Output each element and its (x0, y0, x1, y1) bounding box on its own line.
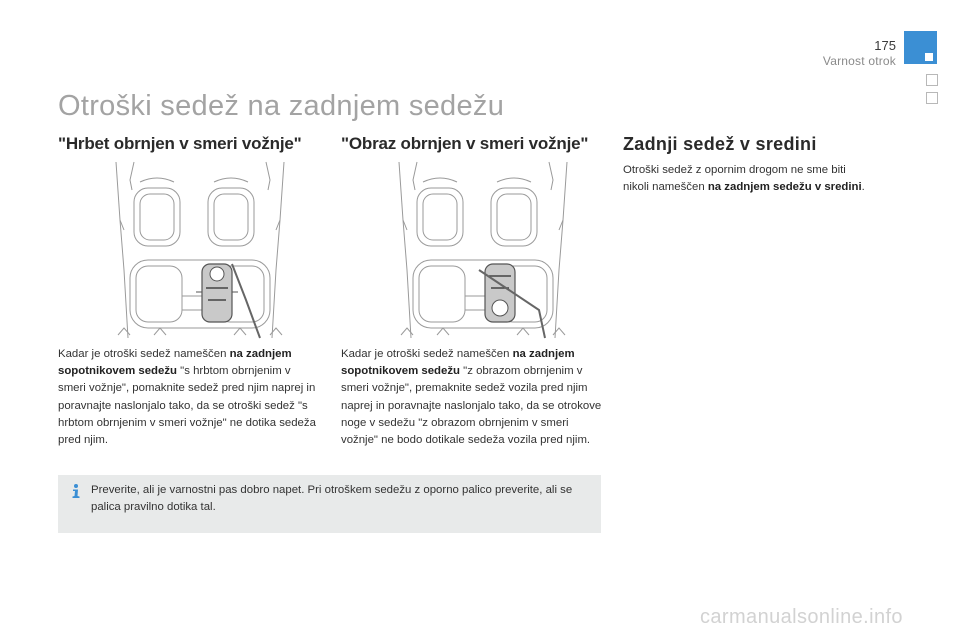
heading-rear-centre: Zadnji sedež v sredini (623, 134, 817, 154)
heading-forward-facing: "Obraz obrnjen v smeri vožnje" (341, 134, 589, 153)
forward-facing-seat-diagram (393, 160, 573, 340)
bold-phrase: na zadnjem sedežu v sredini (707, 181, 862, 194)
info-box (58, 475, 601, 533)
heading-rear-facing: "Hrbet obrnjen v smeri vožnje" (58, 134, 302, 153)
rear-facing-description: Kadar je otroški sedež nameščen na zadnjem sopotnikovem sedežu "s hrbtom obrnjenim v smeri vožnje", pomaknite sedež pred njim naprej in poravnajte naslonjalo tako, da se otroški sedež "s hrbtom obrnjenim v smeri vožnje" ne dotika sedeža pred njim. (58, 348, 316, 447)
chapter-tab (926, 74, 938, 86)
bold-phrase: na zadnjem sopotnikovem sedežu (341, 348, 575, 378)
rear-facing-seat-diagram (110, 160, 290, 340)
info-icon (68, 483, 84, 499)
chapter-tab-active (904, 31, 937, 64)
bold-phrase: na zadnjem sopotnikovem sedežu (58, 348, 292, 378)
info-text: Preverite, ali je varnostni pas dobro napet. Pri otroškem sedežu z oporno palico preverite, ali se palica pravilno dotika tal. (91, 484, 573, 514)
section-name: Varnost otrok (822, 54, 896, 68)
forward-facing-description: Kadar je otroški sedež nameščen na zadnjem sopotnikovem sedežu "z obrazom obrnjenim v smeri vožnje", premaknite sedež vozila pred njim naprej in poravnajte naslonjalo tako, da se otrokove noge v sedežu "z obrazom obrnjenim v smeri vožnje" ne bodo dotikale sedeža vozila pred njim. (341, 348, 602, 447)
page-title: Otroški sedež na zadnjem sedežu (58, 90, 505, 122)
page-number: 175 (874, 38, 896, 53)
rear-centre-description: Otroški sedež z opornim drogom ne sme biti nikoli nameščen na zadnjem sedežu v sredini. (623, 164, 865, 194)
chapter-tab (926, 92, 938, 104)
watermark: carmanualsonline.info (700, 606, 903, 628)
